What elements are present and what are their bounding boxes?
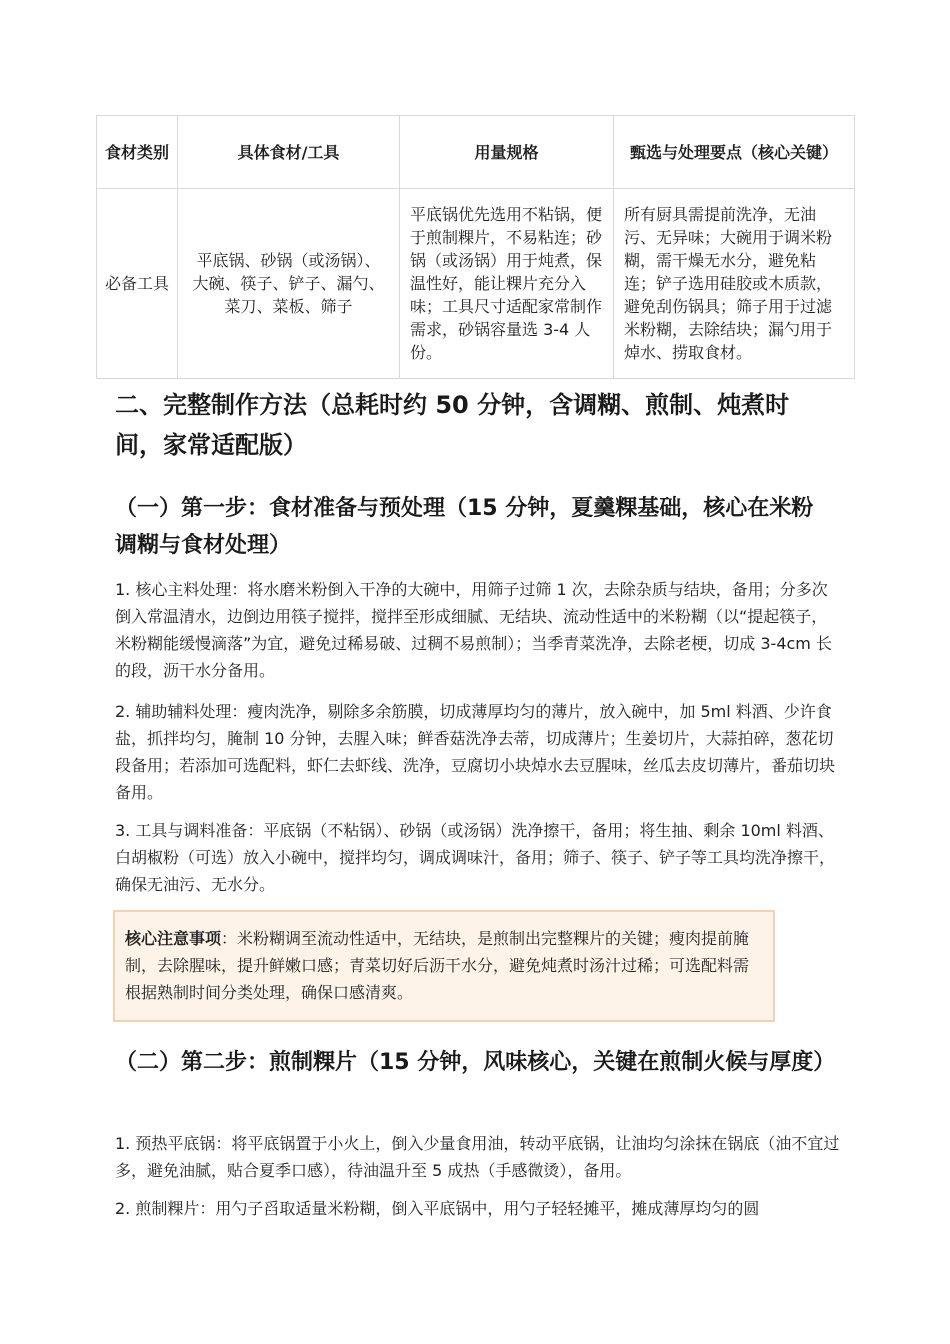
step2-item-2: 2. 煎制粿片：用勺子舀取适量米粉糊，倒入平底锅中，用勺子轻轻摊平，摊成薄厚均匀的圆: [115, 1199, 760, 1218]
cell-spec: 平底锅优先选用不粘锅，便于煎制粿片，不易粘连；砂锅（或汤锅）用于炖煮，保温性好，能让粿片充分入味；工具尺寸适配家常制作需求，砂锅容量选 3-4 人份。: [400, 189, 614, 379]
note-text: ：米粉糊调至流动性适中，无结块，是煎制出完整粿片的关键；瘦肉提前腌制，去除腥味，提升鲜嫩口感；青菜切好后沥干水分，避免炖煮时汤汁过稀；可选配料需根据熟制时间分类处理，确保口感清爽。: [125, 929, 750, 1002]
section-heading: 二、完整制作方法（总耗时约 50 分钟，含调糊、煎制、炖煮时间，家常适配版）: [115, 391, 790, 459]
step1-heading: （一）第一步：食材准备与预处理（15 分钟，夏羹粿基础，核心在米粉调糊与食材处理）: [115, 496, 814, 558]
ingredients-table: [96, 115, 855, 379]
header-items: 具体食材/工具: [178, 116, 400, 189]
header-spec: 用量规格: [400, 116, 614, 189]
table-header-row: [97, 116, 855, 189]
step2-heading: （二）第二步：煎制粿片（15 分钟，风味核心，关键在煎制火候与厚度）: [115, 1050, 836, 1075]
step1-item-2: 2. 辅助辅料处理：瘦肉洗净，剔除多余筋膜，切成薄厚均匀的薄片，放入碗中，加 5ml 料酒、少许食盐，抓拌均匀，腌制 10 分钟，去腥入味；鲜香菇洗净去蒂，切成薄片；生姜切片，大蒜拍碎，葱花切段备用；若添加可选配料，虾仁去虾线、洗净，豆腐切小块焯水去豆腥味，丝瓜去皮切薄片，番茄切块备用。: [115, 702, 836, 802]
step1-item-1: 1. 核心主料处理：将水磨米粉倒入干净的大碗中，用筛子过筛 1 次，去除杂质与结块，备用；分多次倒入常温清水，边倒边用筷子搅拌，搅拌至形成细腻、无结块、流动性适中的米粉糊（以“提起筷子，米粉糊能缓慢滴落”为宜，避免过稀易破、过稠不易煎制）；当季青菜洗净，去除老梗，切成 3-4cm 长的段，沥干水分备用。: [115, 580, 832, 680]
header-category: 食材类别: [97, 116, 178, 189]
table-row: [97, 189, 855, 379]
cell-tips: 所有厨具需提前洗净，无油污、无异味；大碗用于调米粉糊，需干燥无水分，避免粘连；铲子选用硅胶或木质款，避免刮伤锅具；筛子用于过滤米粉糊，去除结块；漏勺用于焯水、捞取食材。: [614, 189, 855, 379]
core-note-box: [113, 910, 775, 1022]
note-label: 核心注意事项: [125, 929, 222, 948]
step1-item-3: 3. 工具与调料准备：平底锅（不粘锅）、砂锅（或汤锅）洗净擦干，备用；将生抽、剩余 10ml 料酒、白胡椒粉（可选）放入小碗中，搅拌均匀，调成调味汁，备用；筛子、筷子、铲子等工具均洗净擦干，确保无油污、无水分。: [115, 821, 836, 894]
step2-item-1: 1. 预热平底锅：将平底锅置于小火上，倒入少量食用油，转动平底锅，让油均匀涂抹在锅底（油不宜过多，避免油腻，贴合夏季口感），待油温升至 5 成热（手感微烫），备用。: [115, 1134, 840, 1180]
cell-category: 必备工具: [97, 189, 178, 379]
header-tips: 甄选与处理要点（核心关键）: [614, 116, 855, 189]
cell-items: 平底锅、砂锅（或汤锅）、大碗、筷子、铲子、漏勺、菜刀、菜板、筛子: [178, 189, 400, 379]
